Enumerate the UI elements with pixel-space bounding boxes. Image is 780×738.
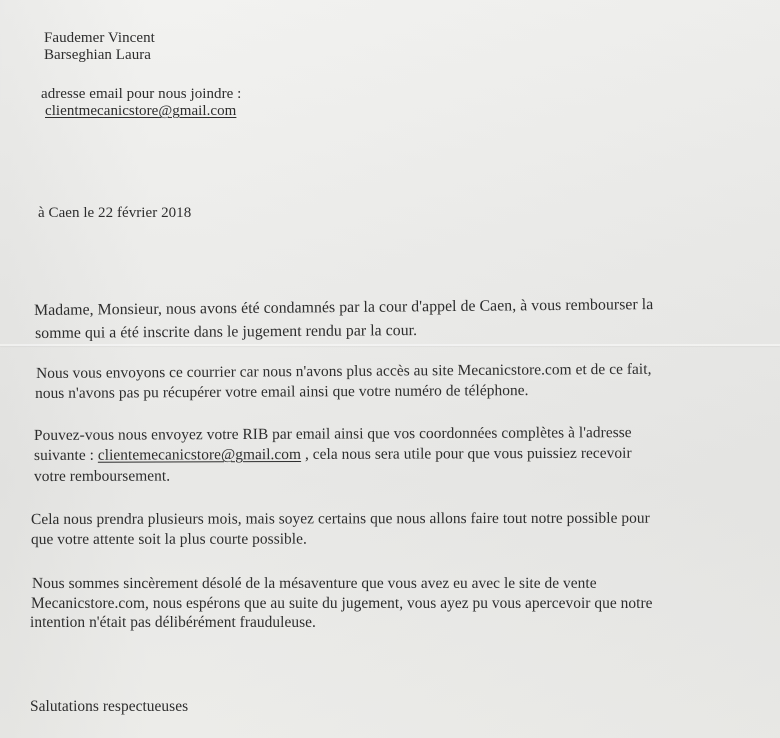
paragraph-5-line-1: Nous sommes sincèrement désolé de la mésaventure que vous avez eu avec le site de vente bbox=[31, 574, 597, 592]
paragraph-3-prefix: suivante : bbox=[33, 446, 98, 464]
paragraph-4-line-2: que votre attente soit la plus courte possible. bbox=[30, 530, 307, 548]
refund-email: clientemecanicstore@gmail.com bbox=[97, 445, 302, 464]
paragraph-2-line-1: Nous vous envoyons ce courrier car nous n'avons plus accès au site Mecanicstore.com et de ce fait, bbox=[35, 360, 652, 382]
paragraph-3-suffix: , cela nous sera utile pour que vous puissiez recevoir bbox=[301, 444, 632, 463]
paragraph-4-line-1: Cela nous prendra plusieurs mois, mais soyez certains que nous allons faire tout notre possible pour bbox=[30, 509, 650, 528]
paragraph-3-line-3: votre remboursement. bbox=[33, 467, 171, 485]
paragraph-2-line-2: nous n'avons pas pu récupérer votre email ainsi que votre numéro de téléphone. bbox=[34, 381, 529, 402]
paragraph-5-line-2: Mecanicstore.com, nous espérons que au suite du jugement, vous ayez pu vous apercevoir que notre bbox=[31, 595, 653, 612]
closing-line: Salutations respectueuses bbox=[30, 698, 189, 715]
letter-date: à Caen le 22 février 2018 bbox=[38, 205, 192, 221]
paragraph-5-line-3: intention n'était pas délibérément frauduleuse. bbox=[30, 614, 316, 631]
paragraph-3-line-1: Pouvez-vous nous envoyez votre RIB par email ainsi que vos coordonnées complètes à l'adresse bbox=[33, 424, 632, 444]
paragraph-1-line-1: Madame, Monsieur, nous avons été condamnés par la cour d'appel de Caen, à vous rembourser la bbox=[33, 296, 654, 319]
contact-email-label: adresse email pour nous joindre : bbox=[41, 86, 242, 102]
paper-fold-line bbox=[0, 344, 780, 346]
sender-name-vincent: Faudemer Vincent bbox=[44, 30, 155, 46]
sender-name-laura: Barseghian Laura bbox=[44, 47, 152, 63]
paragraph-3-line-2 bbox=[34, 446, 632, 464]
contact-email: clientmecanicstore@gmail.com bbox=[45, 103, 237, 119]
paragraph-1-line-2: somme qui a été inscrite dans le jugement rendu par la cour. bbox=[34, 321, 418, 342]
